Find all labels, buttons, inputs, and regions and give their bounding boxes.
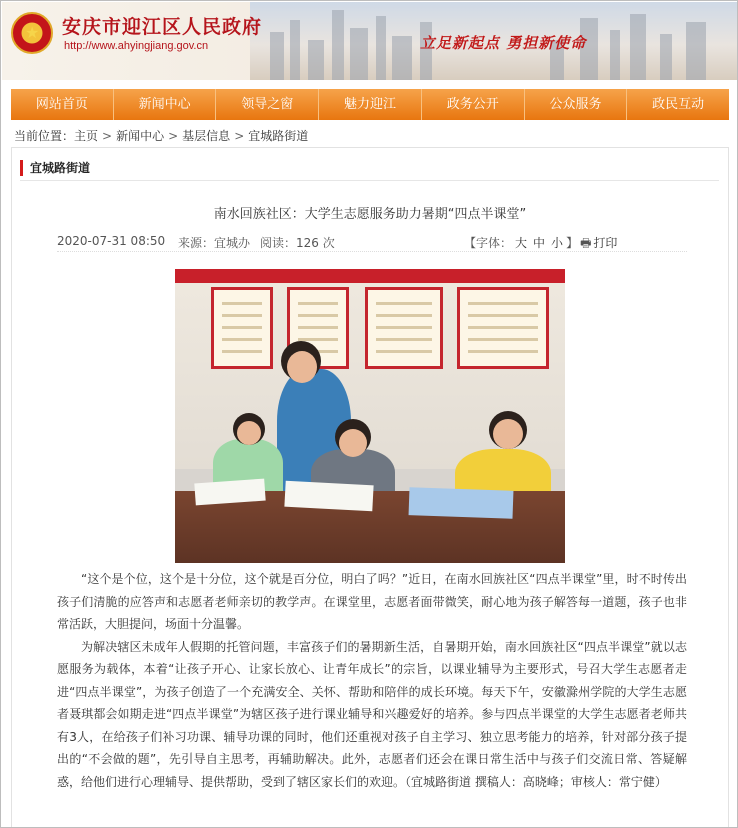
nav-item-public-service[interactable]: 公众服务: [524, 89, 627, 120]
header-slogan: 立足新起点 勇担新使命: [420, 34, 587, 52]
article-date: 2020-07-31 08:50: [57, 234, 166, 248]
site-url: http://www.ahyingjiang.gov.cn: [64, 40, 209, 52]
nav-item-news[interactable]: 新闻中心: [113, 89, 216, 120]
article-paragraph-2: 为解决辖区未成年人假期的托管问题，丰富孩子们的暑期新生活，自暑期开始，南水回族社区“四点半课堂”就以志愿服务为载体，本着“让孩子开心、让家长放心、让青年成长”的宗旨，以课业辅导为主要形式，号召大学生志愿者走进“四点半课堂”，为孩子创造了一个充满安全、关怀、帮助和陪伴的成长环境。每天下午，安徽滁州学院的大学生志愿者聂琪都会如期走进“四点半课堂”为辖区孩子进行课业辅导和兴趣爱好的培养。参与四点半课堂的大学生志愿者老师共有3人，在给孩子们补习功课、辅导功课的同时，他们还重视对孩子自主学习、独立思考能力的培养，针对部分孩子提出的“不会做的题”，先引导自主思考，再辅助解决。此外，志愿者们还会在课日常生活中与孩子们交流日常、答疑解惑，给他们进行心理辅导、提供帮助，受到了辖区家长们的欢迎。（宜城路街道 撰稿人：高晓峰；审核人：常宁健）: [57, 639, 687, 789]
breadcrumb-news[interactable]: 新闻中心: [116, 129, 165, 143]
font-size-label: 【字体：: [464, 236, 513, 250]
breadcrumb-home[interactable]: 主页: [74, 129, 99, 143]
article-photo: [175, 269, 565, 563]
breadcrumb-separator: >: [102, 129, 113, 143]
font-size-medium[interactable]: 中: [533, 236, 546, 250]
section-header: [20, 157, 719, 181]
article-views: 阅读：126 次: [260, 236, 335, 250]
breadcrumb-prefix: 当前位置：: [14, 129, 75, 143]
main-nav: [11, 89, 729, 120]
site-title[interactable]: 安庆市迎江区人民政府: [62, 16, 263, 38]
article-meta: [57, 232, 687, 252]
nav-item-gov-affairs[interactable]: 政务公开: [421, 89, 524, 120]
nav-item-charm[interactable]: 魅力迎江: [318, 89, 421, 120]
printer-icon[interactable]: 🖶: [580, 236, 592, 250]
nav-item-home[interactable]: 网站首页: [35, 97, 88, 112]
national-emblem-icon: ★: [11, 12, 53, 54]
font-size-small[interactable]: 小: [551, 236, 564, 250]
nav-item-leaders[interactable]: 领导之窗: [215, 89, 318, 120]
article-paragraph-1: “这个是个位，这个是十分位，这个就是百分位，明白了吗？”近日，在南水回族社区“四点半课堂”里，时不时传出孩子们清脆的应答声和志愿者老师亲切的教学声。在课堂里，志愿者面带微笑，耐心地为孩子解答每一道题，孩子也非常活跃，大胆提问，场面十分温馨。: [57, 572, 687, 631]
site-header: [2, 2, 738, 80]
article-body: [57, 568, 687, 793]
font-size-close: 】: [566, 236, 579, 250]
article-title: 南水回族社区：大学生志愿服务助力暑期“四点半课堂”: [213, 207, 527, 222]
breadcrumb: [14, 126, 308, 146]
font-size-control: [464, 234, 617, 255]
breadcrumb-separator: >: [234, 129, 245, 143]
breadcrumb-grassroots[interactable]: 基层信息: [182, 129, 231, 143]
font-size-large[interactable]: 大: [515, 236, 528, 250]
breadcrumb-street[interactable]: 宜城路街道: [248, 129, 309, 143]
article-source: 来源：宜城办: [178, 236, 251, 250]
print-button[interactable]: 打印: [593, 236, 618, 250]
section-accent-bar: [20, 160, 23, 176]
content-panel: [11, 147, 729, 828]
nav-item-interaction[interactable]: 政民互动: [626, 89, 729, 120]
section-title: 宜城路街道: [30, 161, 91, 175]
breadcrumb-separator: >: [168, 129, 179, 143]
